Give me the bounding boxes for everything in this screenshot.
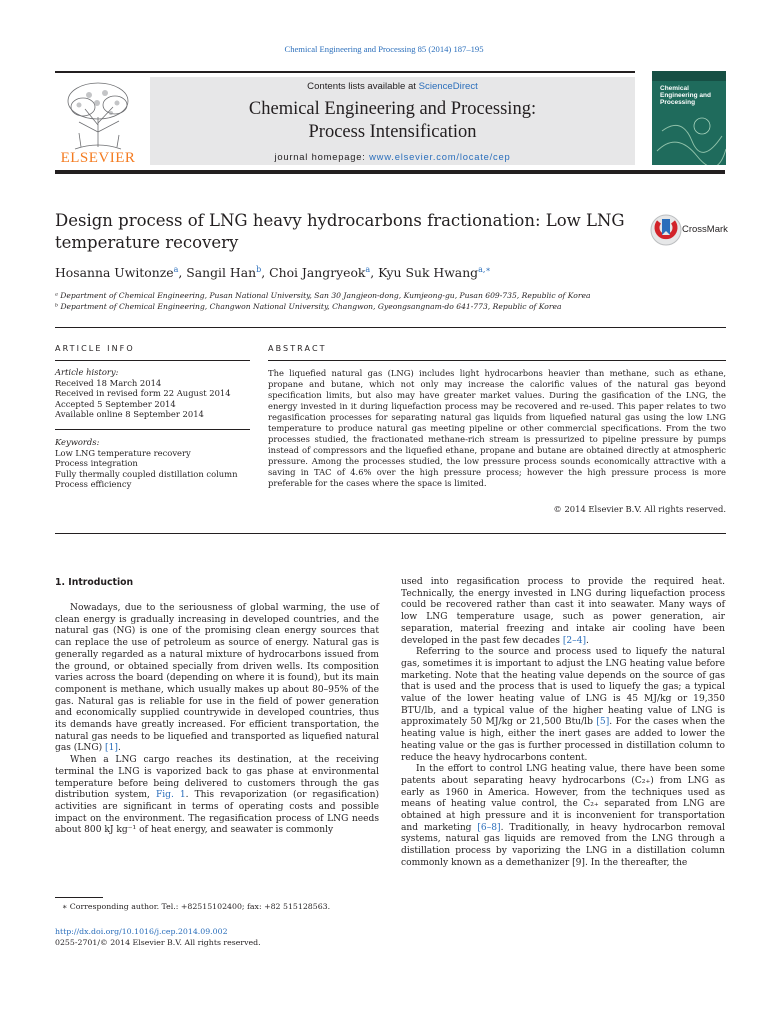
history-label: Article history:	[55, 367, 119, 377]
citation-link[interactable]: [6–8]	[477, 822, 501, 833]
header-top-rule	[55, 71, 635, 73]
cover-title: Chemical Engineering and Processing	[660, 85, 711, 106]
article-history	[55, 367, 255, 420]
homepage-prefix: journal homepage:	[274, 151, 370, 162]
keywords-rule	[55, 429, 250, 430]
history-accepted: Accepted 5 September 2014	[55, 398, 176, 409]
body-paragraph: used into regasification process to provide the required heat. Technically, the energy invested in LNG during liquefaction process could be recovered rather than cast it into seawater. Many ways of low LNG temperature usage, such as power generation, air separation, material freezing and intake air cooling have been developed in the past few decades [2–4].	[401, 577, 725, 646]
body-paragraph: Referring to the source and process used to liquefy the natural gas, sometimes it is important to adjust the LNG heating value before marketing. Note that the heating value depends on the source of gas that is used and the process that is used to liquefy the gas; a typical value of the lower heating value of LNG is 45 MJ/kg or 19,350 BTU/lb, and a typical value of the higher heating value of LNG is approximately 50 MJ/kg or 21,500 Btu/lb [5]. For the cases when the heating value is high, either the inert gases are added to lower the heating value or the gas is further processed in distillation column to reduce the heavy hydrocarbons content.	[401, 647, 725, 763]
affiliation-rule	[55, 327, 726, 328]
journal-homepage	[150, 151, 635, 162]
contents-available	[150, 81, 635, 92]
figure-link[interactable]: Fig. 1	[155, 790, 186, 801]
keyword-item: Process efficiency	[55, 479, 132, 490]
body-right-column	[401, 577, 725, 870]
doi-link[interactable]: http://dx.doi.org/10.1016/j.cep.2014.09.002	[55, 927, 228, 936]
body-paragraph: In the effort to control LNG heating value, there have been some patents about separating heavy hydrocarbons (C₂₊) from LNG as early as 1960 in America. However, from the techniques used as means of heating value control, the C₂₊ separated from LNG are obtained at high pressure and it is inconvenient for transportation and marketing [6–8]. Traditionally, in heavy hydrocarbon removal systems, natural gas liquids are removed from the LNG through a distillation process by vaporizing the LNG in a distillation column commonly known as a demethanizer [9]. In the thereafter, the	[401, 764, 725, 868]
author-name[interactable]: Sangil Han	[186, 265, 257, 281]
body-left-column	[55, 603, 379, 837]
body-paragraph: When a LNG cargo reaches its destination, at the receiving terminal the LNG is vaporized back to gas phase at environmental temperature before being delivered to customers through the gas distribution system, Fig. 1. This revaporization (or regasification) activities are significant in terms of operating costs and possible impact on the environment. The regasification process of LNG needs about 800 kJ kg⁻¹ of heat energy, and seawater is commonly	[55, 755, 379, 836]
journal-reference[interactable]: Chemical Engineering and Processing 85 (2014) 187–195	[284, 44, 484, 54]
sciencedirect-link[interactable]: ScienceDirect	[418, 81, 478, 92]
contents-prefix: Contents lists available at	[307, 81, 419, 92]
issn-copyright: 0255-2701/© 2014 Elsevier B.V. All rights reserved.	[55, 938, 261, 947]
homepage-link[interactable]: www.elsevier.com/locate/cep	[369, 151, 511, 162]
affiliation-a: ᵃ Department of Chemical Engineering, Pusan National University, San 30 Jangjeon-dong, Kumjeong-gu, Pusan 609-735, Republic of Korea	[55, 291, 591, 300]
journal-title-line2: Process Intensification	[308, 122, 477, 142]
author-name[interactable]: Choi Jangryeok	[269, 265, 366, 281]
history-revised: Received in revised form 22 August 2014	[55, 388, 231, 399]
elsevier-wordmark: ELSEVIER	[60, 150, 136, 166]
body-paragraph: Nowadays, due to the seriousness of global warming, the use of clean energy is gradually increasing in developed countries, and the natural gas (NG) is one of the promising clean energy sources that can replace the use of petroleum as source of energy. Natural gas is generally regarded as a natural mixture of hydrocarbons issued from the ground, or obtained specially from driven wells. Its composition varies across the board (depending on where it is found), but its main component is methane, which usually makes up about 80–95% of the gas. Natural gas is reliable for use in the field of power generation and economically supplied countrywide in developed countries, thus its demands have greatly increased. For efficient transportation, the natural gas needs to be liquefied and transported as liquefied natural gas (LNG) [1].	[55, 603, 379, 754]
journal-cover-thumbnail[interactable]	[652, 71, 726, 165]
crossmark-label[interactable]: CrossMark	[682, 224, 728, 235]
keywords-block	[55, 437, 260, 490]
keyword-item: Low LNG temperature recovery	[55, 447, 191, 458]
keyword-item: Process integration	[55, 458, 138, 469]
abstract-text: The liquefied natural gas (LNG) includes light hydrocarbons heavier than methane, such as ethane, propane and butane, which not only may increase the calorific values of the natural gas beyond specification limits, but also may have greater market values. During the gasification of the LNG, the energy invested in it during liquefaction process may be recovered and re-used. This paper relates to two regasification processes for separating natural gas liquids from liquefied natural gas using the low LNG temperature to produce natural gas meeting pipeline or other commercial specifications. From the two processes studied, the fractionated methane-rich stream is pressurized to pipeline pressure by pumps instead of compressors and the liquefied ethane, propane and butane are obtained directly at atmospheric pressure. Among the processes studied, the low pressure process sounds economically attractive with a saving in TAC of 4.6% over the high pressure process; however the high pressure process is more preferable for the cases where the space is limited.	[268, 368, 726, 488]
author-affil-marker[interactable]: a,∗	[478, 265, 491, 274]
abstract-bottom-rule	[55, 533, 726, 534]
crossmark-icon[interactable]	[650, 214, 682, 246]
keyword-item: Fully thermally coupled distillation column	[55, 468, 238, 479]
author-name[interactable]: Hosanna Uwitonze	[55, 265, 174, 281]
author-affil-marker[interactable]: b	[256, 265, 262, 274]
author-affil-marker[interactable]: a	[173, 265, 179, 274]
journal-title	[150, 98, 635, 144]
paper-title: Design process of LNG heavy hydrocarbons fractionation: Low LNG temperature recovery	[55, 211, 625, 252]
history-online: Available online 8 September 2014	[55, 409, 204, 420]
abstract-rule	[268, 360, 726, 361]
corresponding-author-footnote: ∗ Corresponding author. Tel.: +82515102400; fax: +82 515128563.	[62, 902, 331, 911]
citation-link[interactable]: [2–4]	[562, 635, 587, 646]
footnote-rule	[55, 897, 103, 898]
citation-link[interactable]: [5]	[596, 717, 610, 728]
introduction-heading: 1. Introduction	[55, 577, 134, 588]
abstract-copyright: © 2014 Elsevier B.V. All rights reserved.	[553, 504, 726, 514]
author-affil-marker[interactable]: a	[365, 265, 371, 274]
abstract-heading: ABSTRACT	[268, 344, 327, 353]
author-list: Hosanna Uwitonze$^a$, Sangil Han$^b$, Choi Jangryeok$^a$, Kyu Suk Hwang$^{a,∗}$	[55, 265, 491, 281]
journal-title-line1: Chemical Engineering and Processing:	[248, 99, 537, 119]
article-info-rule	[55, 360, 250, 361]
author-name[interactable]: Kyu Suk Hwang	[378, 265, 479, 281]
article-info-heading: ARTICLE INFO	[55, 344, 135, 353]
header-bottom-rule	[55, 170, 725, 174]
history-received: Received 18 March 2014	[55, 377, 162, 388]
keywords-label: Keywords:	[55, 437, 100, 447]
affiliation-b: ᵇ Department of Chemical Engineering, Changwon National University, Changwon, Gyeongsangnam-do 641-773, Republic of Korea	[55, 302, 562, 311]
citation-link[interactable]: [1]	[105, 743, 118, 754]
